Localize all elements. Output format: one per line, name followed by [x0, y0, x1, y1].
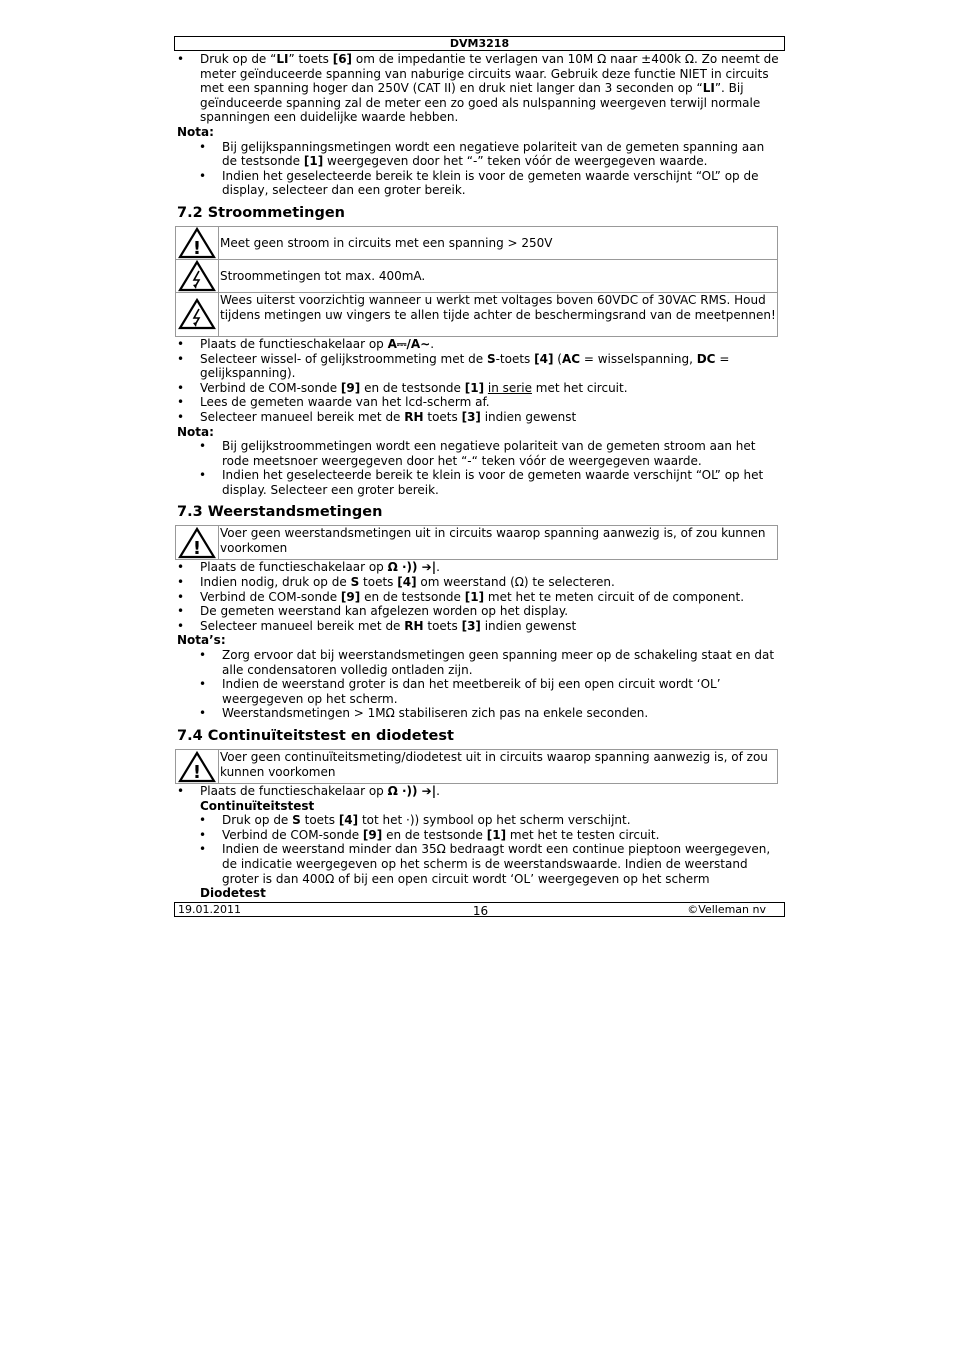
warning-text: Voer geen weerstandsmetingen uit in circuits waarop spanning aanwezig is, of zou kunnen voorkomen	[219, 526, 778, 560]
nota-item: • Zorg ervoor dat bij weerstandsmetingen geen spanning meer op de schakeling staat en dat alle condensatoren volledig ontladen zijn.	[177, 648, 779, 677]
footer-copyright: ©Velleman nv	[687, 903, 766, 916]
nota-label: Nota’s:	[177, 633, 226, 648]
nota-item: • Weerstandsmetingen > 1MΩ stabiliseren zich pas na enkele seconden.	[177, 706, 779, 721]
list-item: • De gemeten weerstand kan afgelezen worden op het display.	[177, 604, 779, 619]
subheading-continuity: Continuïteitstest	[200, 798, 315, 813]
page-number: 16	[472, 904, 489, 918]
list-item: • Lees de gemeten waarde van het lcd-scherm af.	[177, 395, 779, 410]
page-content	[177, 52, 779, 901]
nota-label: Nota:	[177, 424, 214, 439]
list-item: • Verbind de COM-sonde [9] en de testsonde [1] in serie met het circuit.	[177, 381, 779, 396]
list-item: • Druk op de S toets [4] tot het ·)) symbool op het scherm verschijnt.	[177, 813, 779, 828]
list-item: • Selecteer manueel bereik met de RH toets [3] indien gewenst	[177, 619, 779, 634]
nota-item: • Bij gelijkstroommetingen wordt een negatieve polariteit van de gemeten stroom aan het rode meetsnoer weergegeven door het “-“ teken vóór de weergegeven waarde.	[177, 439, 779, 468]
function-switch-symbol: Ω ·)) ➔|	[387, 784, 437, 798]
model-name: DVM3218	[449, 37, 510, 50]
nota-item: • Indien het geselecteerde bereik te klein is voor de gemeten waarde verschijnt “OL” op het display. Selecteer een groter bereik.	[177, 468, 779, 497]
list-item: • Indien de weerstand minder dan 35Ω bedraagt wordt een continue pieptoon weergegeven, de indicatie weergegeven op het scherm is de weerstandswaarde. Indien de weerstand groter is dan 400Ω of bij een open circuit wordt ‘OL’ weergegeven op het scherm	[177, 842, 779, 886]
nota-item: • Indien het geselecteerde bereik te klein is voor de gemeten waarde verschijnt “OL” op de display, selecteer dan een groter bereik.	[177, 169, 779, 198]
function-switch-symbol: A⎓/A∼	[387, 336, 431, 351]
footer-date: 19.01.2011	[178, 903, 241, 916]
warning-icon	[176, 750, 219, 784]
list-item: • Plaats de functieschakelaar op Ω ·)) ➔|.	[177, 560, 779, 575]
warning-icon	[176, 226, 219, 259]
svg-text:!: !	[192, 237, 202, 259]
warning-icon	[176, 526, 219, 560]
list-item: • Indien nodig, druk op de S toets [4] om weerstand (Ω) te selecteren.	[177, 575, 779, 590]
warning-text: Meet geen stroom in circuits met een spanning > 250V	[219, 226, 778, 259]
list-item: • Plaats de functieschakelaar op A⎓/A∼.	[177, 337, 779, 352]
section-title-7-2: 7.2 Stroommetingen	[177, 204, 345, 221]
high-voltage-icon	[176, 259, 219, 292]
page-footer	[174, 902, 785, 917]
warning-text: Voer geen continuïteitsmeting/diodetest uit in circuits waarop spanning aanwezig is, of zou kunnen voorkomen	[219, 750, 778, 784]
section-title-7-4: 7.4 Continuïteitstest en diodetest	[177, 728, 454, 744]
warning-text: Wees uiterst voorzichtig wanneer u werkt met voltages boven 60VDC of 30VAC RMS. Houd tijdens metingen uw vingers te allen tijde achter de beschermingsrand van de meetpennen!	[219, 292, 778, 336]
list-item: • Plaats de functieschakelaar op Ω ·)) ➔|.	[177, 784, 779, 799]
li-bullet: • Druk op de “LI” toets [6] om de impedantie te verlagen van 10M Ω naar ±400k Ω. Zo neemt de meter geïnduceerde spanning van naburige circuits waar. Gebruik deze functie NIET in circuits met een spanning hoger dan 250V (CAT II) en druk niet langer dan 3 seconden op “LI”. Bij geïnduceerde spanning zal de meter een zo goed als nulspanning weergeven terwijl normale spanningen een duidelijke waarde hebben.	[177, 52, 779, 125]
nota-label: Nota:	[177, 124, 214, 139]
warning-table-7-4	[175, 749, 778, 784]
warning-table-7-2	[175, 226, 778, 337]
list-item: • Selecteer wissel- of gelijkstroommeting met de S-toets [4] (AC = wisselspanning, DC = gelijkspanning).	[177, 352, 779, 381]
buzzer-icon: ·))	[406, 813, 420, 828]
section-title-7-3: 7.3 Weerstandsmetingen	[177, 504, 383, 521]
list-item: • Selecteer manueel bereik met de RH toets [3] indien gewenst	[177, 410, 779, 425]
function-switch-symbol: Ω ·)) ➔|	[387, 560, 437, 575]
list-item: • Verbind de COM-sonde [9] en de testsonde [1] met het te testen circuit.	[177, 828, 779, 843]
nota-item: • Indien de weerstand groter is dan het meetbereik of bij een open circuit wordt ‘OL’ weergegeven op het scherm.	[177, 677, 779, 706]
list-item: • Verbind de COM-sonde [9] en de testsonde [1] met het te meten circuit of de component.	[177, 590, 779, 605]
warning-text: Stroommetingen tot max. 400mA.	[219, 259, 778, 292]
subheading-diode: Diodetest	[200, 886, 266, 901]
high-voltage-icon	[176, 292, 219, 336]
page-header	[174, 36, 785, 51]
nota-item: • Bij gelijkspanningsmetingen wordt een negatieve polariteit van de gemeten spanning aan de testsonde [1] weergegeven door het “-” teken vóór de weergegeven waarde.	[177, 140, 779, 169]
warning-table-7-3	[175, 525, 778, 560]
svg-text:!: !	[192, 537, 202, 559]
svg-text:!: !	[192, 761, 202, 783]
